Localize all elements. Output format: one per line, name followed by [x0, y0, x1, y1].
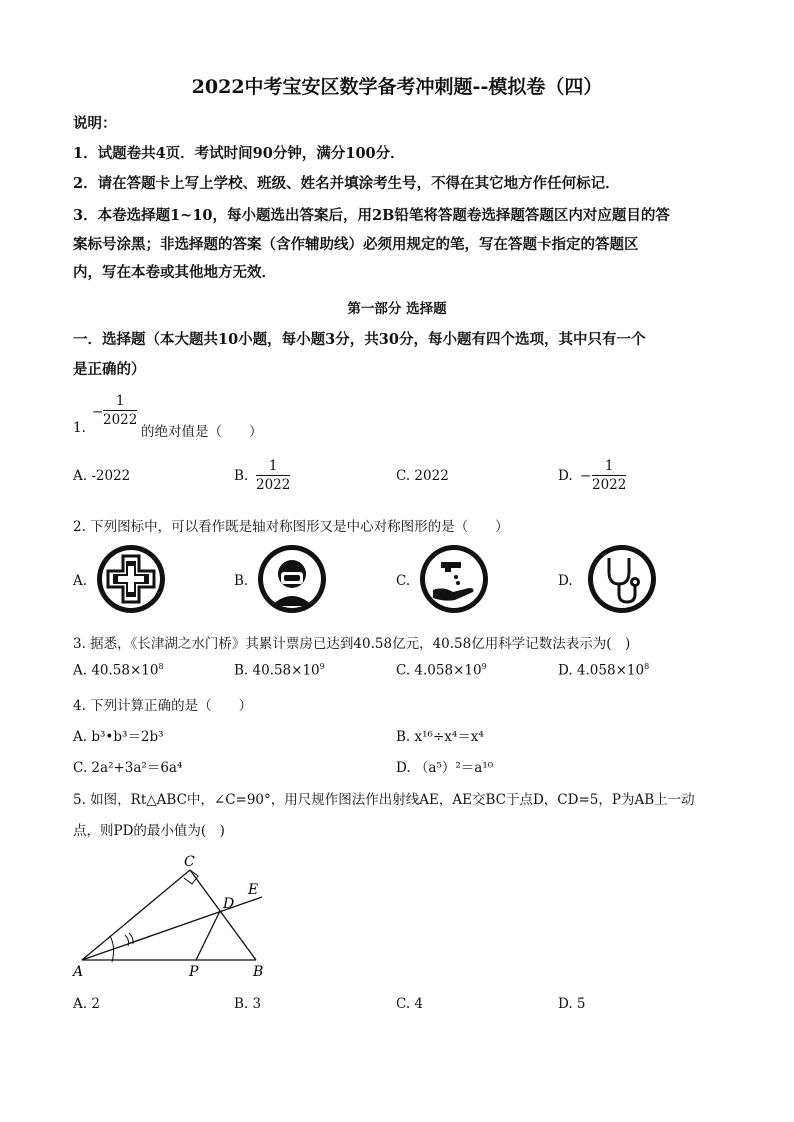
part1-line-1: 一．选择题（本大题共10小题，每小题3分，共30分，每小题有四个选项，其中只有一个	[73, 331, 646, 348]
q5-option-b: B. 3	[234, 996, 262, 1012]
q4-option-c: C. 2a²+3a²＝6a⁴	[73, 760, 183, 776]
q1-frac-den: 2022	[103, 412, 138, 428]
q5-option-a: A. 2	[73, 996, 100, 1012]
q1-fraction	[103, 393, 137, 429]
q1-frac-sign: −	[92, 404, 104, 420]
part1-line-2: 是正确的）	[73, 361, 146, 378]
q3-option-c-exp: 9	[481, 662, 487, 671]
q1-option-a: A. -2022	[73, 468, 131, 484]
segment-cb	[190, 870, 259, 960]
q5-stem-line-1: 5. 如图，Rt△ABC中，∠C=90°，用尺规作图法作出射线AE，AE交BC于点D，CD=5，P为AB上一动	[73, 792, 695, 808]
q2-option-c: C.	[396, 573, 411, 589]
q1-option-d-num: 1	[592, 458, 626, 476]
label-d: D	[223, 896, 235, 912]
q2-stem: 2. 下列图标中，可以看作既是轴对称图形又是中心对称图形的是（ ）	[73, 519, 509, 535]
q1-option-d-den: 2022	[592, 477, 627, 493]
q3-option-d	[558, 662, 649, 679]
q3-option-a-exp: 8	[158, 662, 164, 671]
q1-option-b-fraction	[256, 458, 290, 494]
stethoscope-icon	[587, 544, 657, 614]
q3-option-d-base: D. 4.058×10	[558, 662, 645, 679]
q1-option-d-sign: −	[580, 468, 592, 484]
q1-number: 1.	[73, 420, 86, 436]
label-b: B	[253, 964, 264, 980]
q5-stem-line-2: 点，则PD的最小值为( )	[73, 823, 225, 839]
instruction-line-2: 2．请在答题卡上写上学校、班级、姓名并填涂考生号，不得在其它地方作任何标记．	[73, 175, 620, 192]
q2-option-a: A.	[73, 573, 88, 589]
q1-option-c: C. 2022	[396, 468, 449, 484]
q2-option-d: D.	[558, 573, 573, 589]
label-e: E	[248, 882, 259, 898]
instruction-line-3c: 内，写在本卷或其他地方无效．	[73, 264, 276, 281]
q1-option-b-num: 1	[256, 458, 290, 476]
q1-option-d-fraction	[592, 458, 626, 494]
q1-option-d-label: D.	[558, 468, 573, 484]
q3-option-c	[396, 662, 487, 679]
segment-ac	[82, 870, 190, 960]
q3-stem: 3. 据悉，《长津湖之水门桥》其累计票房已达到40.58亿元，40.58亿用科学记数法表示为( )	[73, 636, 631, 652]
label-a: A	[73, 964, 84, 980]
q1-stem: 的绝对值是（ ）	[141, 424, 263, 440]
q1-frac-num: 1	[103, 393, 137, 411]
q5-option-c: C. 4	[396, 996, 424, 1012]
section-title: 第一部分 选择题	[347, 301, 447, 317]
masked-person-icon	[257, 544, 327, 614]
ray-ae	[82, 897, 262, 960]
instruction-line-3a: 3．本卷选择题1~10，每小题选出答案后，用2B铅笔将答题卷选择题答题区内对应题目的答	[73, 207, 670, 224]
q3-option-a	[73, 662, 164, 679]
q4-option-b: B. x¹⁶÷x⁴＝x⁴	[396, 729, 484, 745]
q3-option-b-exp: 9	[319, 662, 325, 671]
q2-option-b: B.	[234, 573, 249, 589]
q3-option-b	[234, 662, 325, 679]
instruction-line-3b: 案标号涂黑；非选择题的答案（含作辅助线）必须用规定的笔，写在答题卡指定的答题区	[73, 236, 639, 253]
q1-option-b-den: 2022	[256, 477, 291, 493]
q1-option-b-label: B.	[234, 468, 249, 484]
q4-option-a: A. b³•b³＝2b³	[73, 729, 164, 745]
label-p: P	[189, 964, 199, 980]
q3-option-a-base: A. 40.58×10	[73, 662, 159, 679]
q3-option-d-exp: 8	[644, 662, 650, 671]
instructions-heading: 说明：	[73, 115, 117, 132]
instruction-line-1: 1．试题卷共4页．考试时间90分钟，满分100分．	[73, 145, 405, 162]
hand-washing-icon	[419, 544, 489, 614]
label-c: C	[184, 854, 195, 870]
q4-stem: 4. 下列计算正确的是（ ）	[73, 698, 253, 714]
hospital-cross-icon	[96, 544, 166, 614]
page-title: 2022中考宝安区数学备考冲刺题--模拟卷（四）	[191, 76, 603, 98]
q3-option-c-base: C. 4.058×10	[396, 662, 482, 679]
q5-triangle-diagram	[70, 850, 270, 980]
q5-option-d: D. 5	[558, 996, 586, 1012]
q4-option-d: D. （a⁵）²＝a¹⁰	[396, 760, 494, 776]
q3-option-b-base: B. 40.58×10	[234, 662, 320, 679]
